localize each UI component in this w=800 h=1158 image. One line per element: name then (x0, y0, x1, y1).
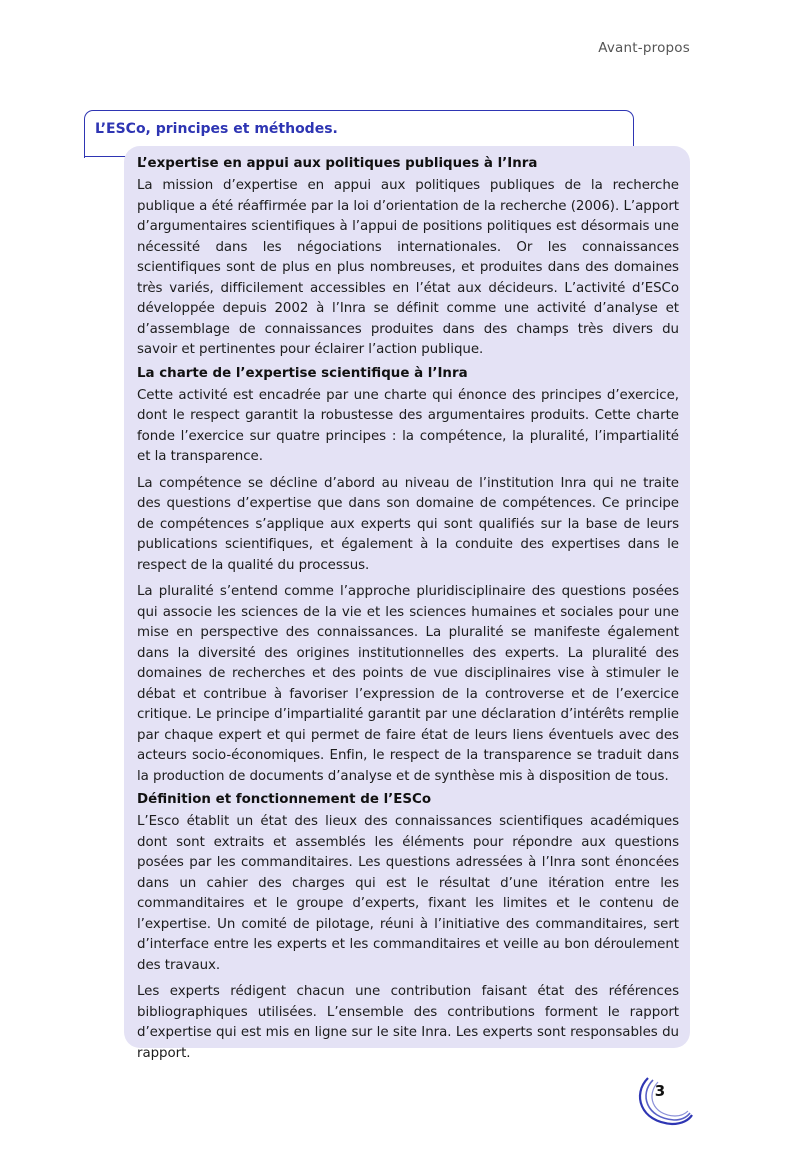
box-tab-divider (84, 156, 128, 157)
paragraph: Cette activité est encadrée par une charte qui énonce des principes d’exercice, dont le respect garantit la robustesse des argumentaires produits. Cette charte fonde l’exercice sur quatre principes : la compétence, la pluralité, l’impartialité et la transparence. (137, 387, 679, 464)
paragraph: La compétence se décline d’abord au niveau de l’institution Inra qui ne traite des questions d’expertise que dans son domaine de compétences. Ce principe de compétences s’applique aux experts qui sont qualifiés sur la base de leurs publications scientifiques, et également à la conduite des expertises dans le respect de la qualité du processus. (137, 475, 679, 573)
box-title: L’ESCo, principes et méthodes. (95, 121, 338, 137)
info-panel (124, 146, 690, 1061)
page-number: 3 (654, 1082, 666, 1100)
paragraph: Les experts rédigent chacun une contribution faisant état des références bibliographiques utilisées. L’ensemble des contributions forment le rapport d’expertise qui est mis en ligne sur le site Inra. Les experts sont responsables du rapport. (137, 984, 679, 1061)
paragraph: La mission d’expertise en appui aux politiques publiques de la recherche publique a été réaffirmée par la loi d’orientation de la recherche (2006). L’apport d’argumentaires scientifiques à l’appui de positions politiques est désormais une nécessité dans les négociations internationales. Or les connaissances scientifiques sont de plus en plus nombreuses, et produites dans des domaines très variés, difficilement accessibles en l’état aux décideurs. L’activité d’ESCo développée depuis 2002 à l’Inra se définit comme une activité d’analyse et d’assemblage de connaissances produites dans des champs très divers du savoir et pertinentes pour éclairer l’action publique. (137, 178, 679, 357)
section-heading: La charte de l’expertise scientifique à l’Inra (137, 365, 468, 381)
running-header: Avant-propos (598, 40, 690, 56)
section-heading: Définition et fonctionnement de l’ESCo (137, 792, 432, 807)
section-heading: L’expertise en appui aux politiques publiques à l’Inra (137, 156, 538, 171)
paragraph: L’Esco établit un état des lieux des connaissances scientifiques académiques dont sont extraits et assemblés les éléments pour répondre aux questions posées par les commanditaires. Les questions adressées à l’Inra sont énoncées dans un cahier des charges qui est le résultat d’une itération entre les commanditaires et le groupe d’experts, fixant les limites et le contenu de l’expertise. Un comité de pilotage, réuni à l’initiative des commanditaires, sert d’interface entre les experts et les commanditaires et veille au bon déroulement des travaux. (137, 814, 679, 973)
paragraph: La pluralité s’entend comme l’approche pluridisciplinaire des questions posées qui associe les sciences de la vie et les sciences humaines et sociales pour une mise en perspective des connaissances. La pluralité se manifeste également dans la diversité des origines institutionnelles des experts. La pluralité des domaines de recherches et des points de vue disciplinaires vise à stimuler le débat et contribue à favoriser l’expression de la controverse et de l’exercice critique. Le principe d’impartialité garantit par une déclaration d’intérêts remplie par chaque expert et qui permet de faire état de leurs liens éventuels avec des acteurs socio-économiques. Enfin, le respect de la transparence se traduit dans la production de documents d’analyse et de synthèse mis à disposition de tous. (137, 584, 679, 784)
